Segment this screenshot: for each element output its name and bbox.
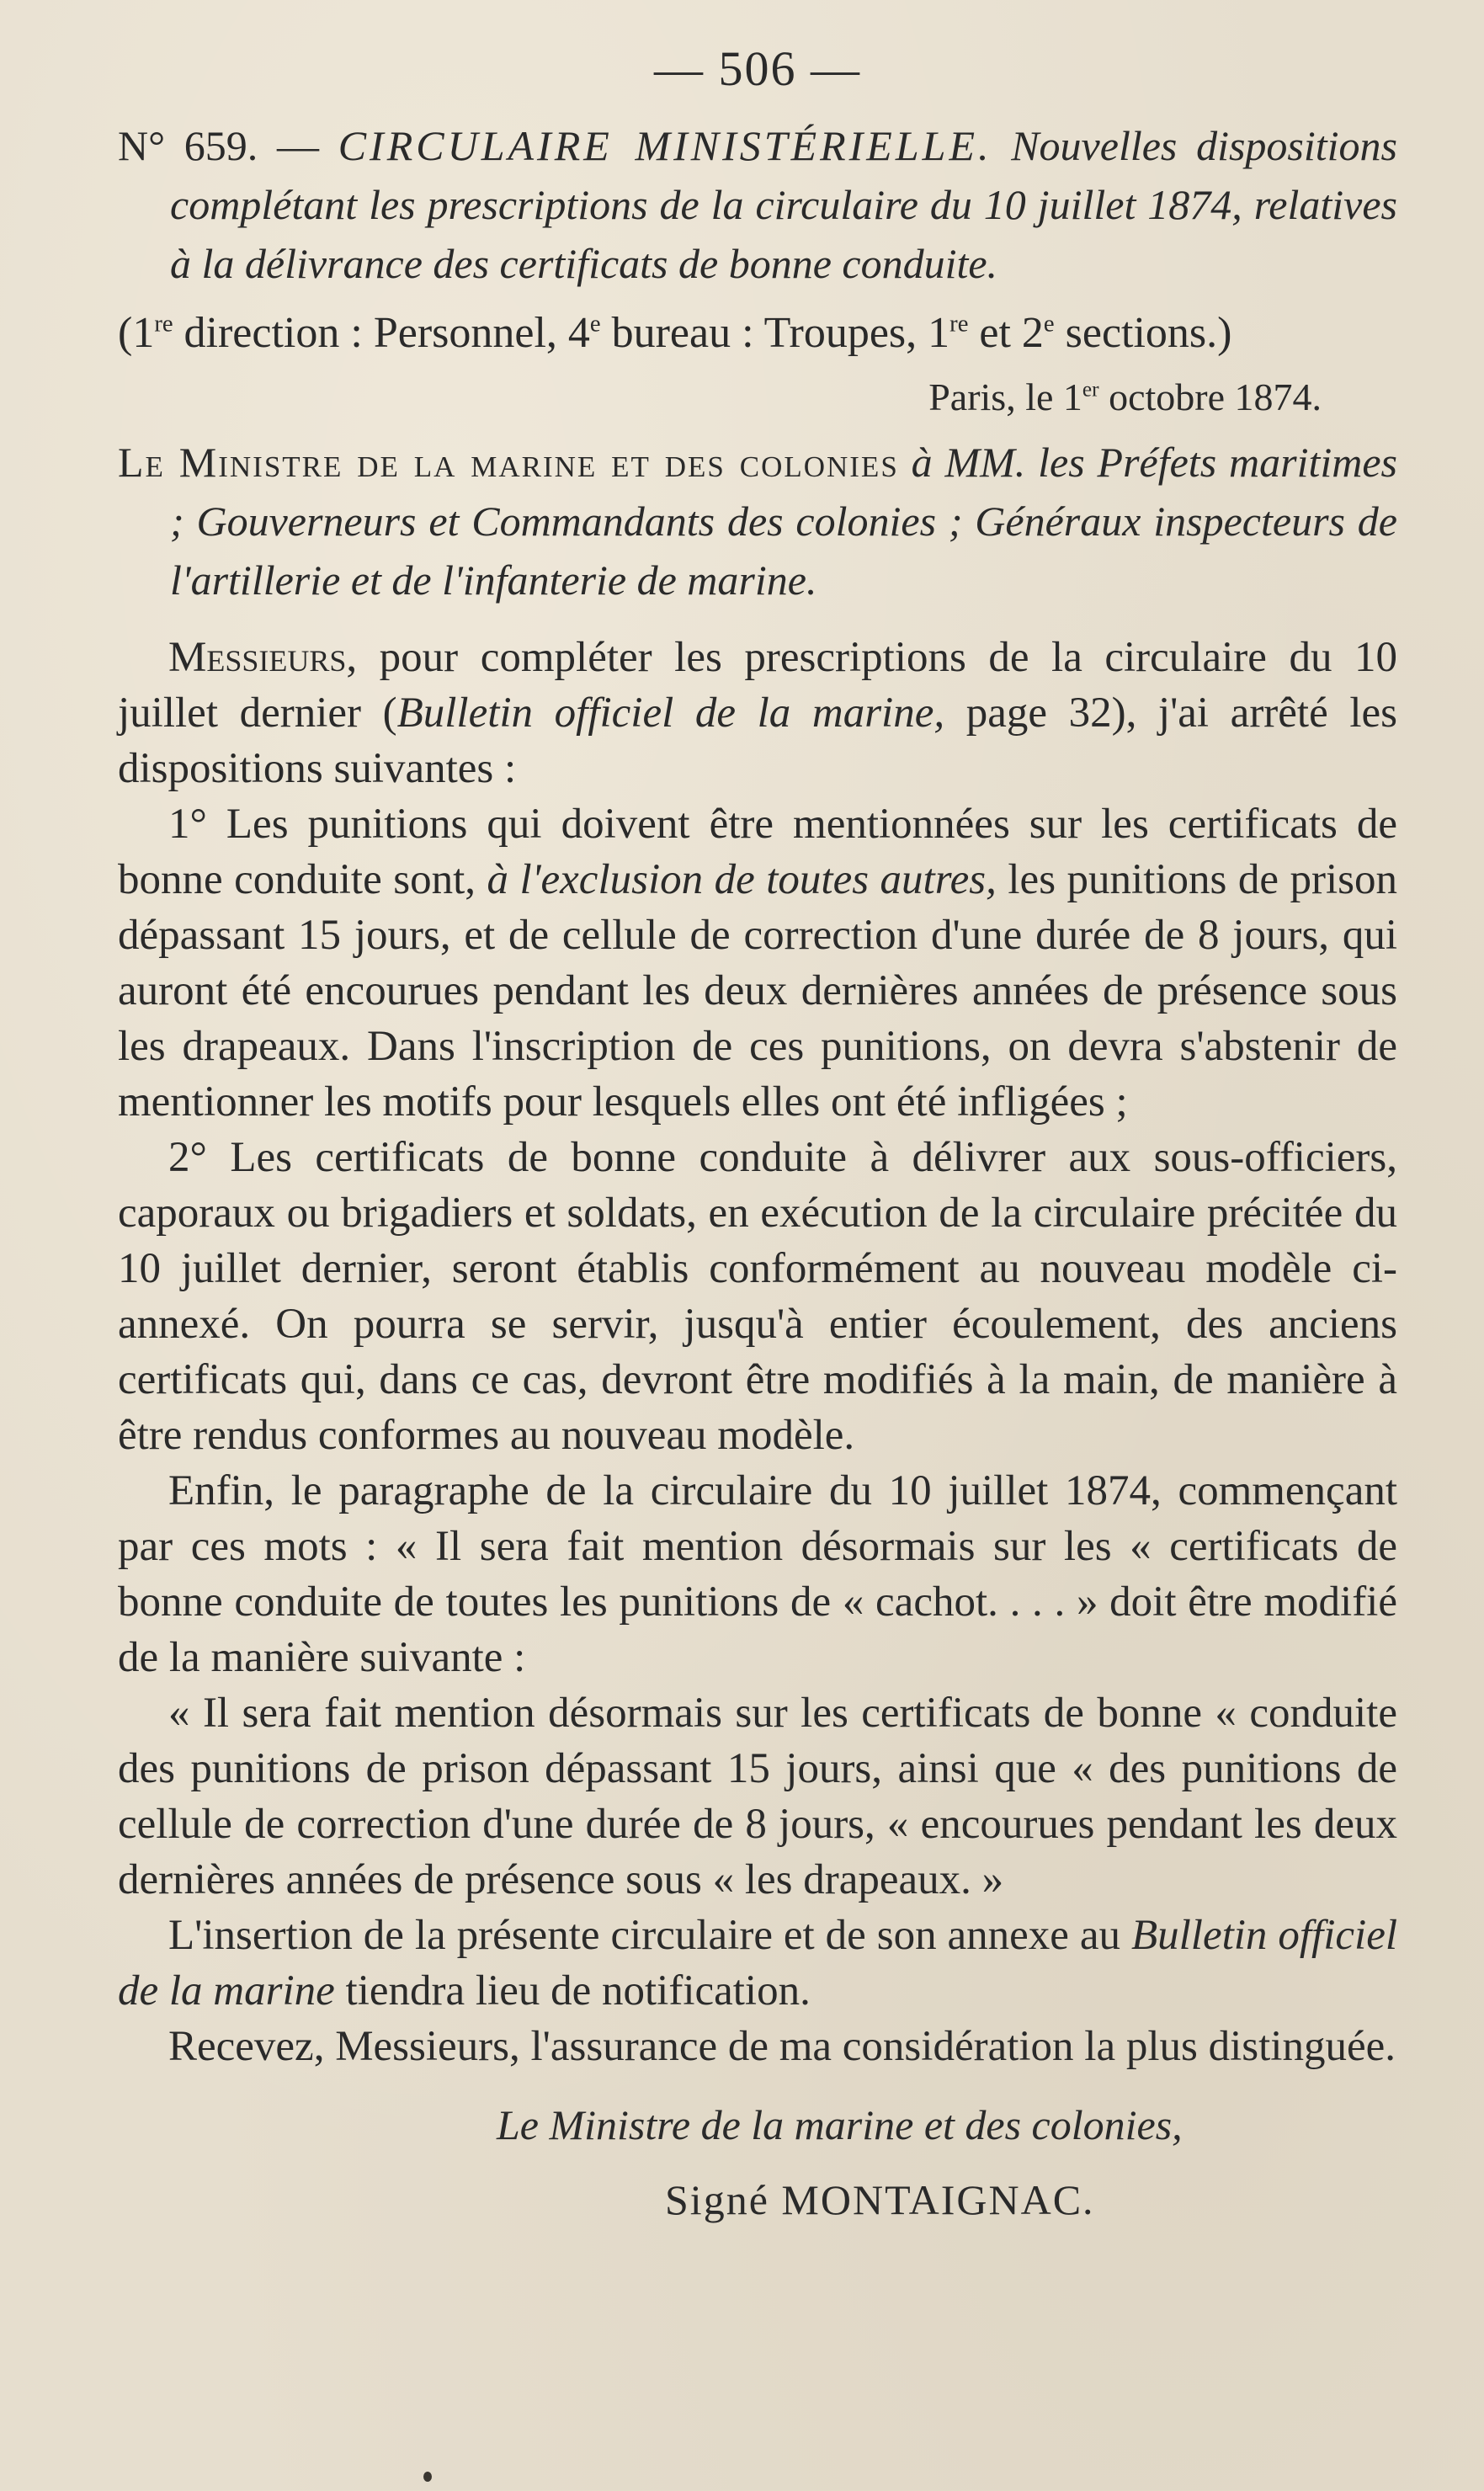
circular-subject: Nouvelles dispositions complétant les prescriptions de la circulaire du 10 juillet 1874, relatives à la délivrance des certificats de bonne conduite. [170, 122, 1398, 287]
direction-line [118, 303, 1397, 364]
circular-heading [118, 116, 1397, 293]
sender: Le Ministre de la marine et des colonies [118, 439, 899, 486]
direction-sup-2: e [589, 311, 601, 338]
date-prefix: Paris, le 1 [928, 375, 1082, 418]
direction-sup-3: re [949, 311, 969, 338]
paragraph-point-1-text-a: 1° Les punitions qui doivent être mentionnées sur les certificats de bonne conduite sont, [118, 801, 1397, 903]
paragraph-finally: Enfin, le paragraphe de la circulaire du 10 juillet 1874, commençant par ces mots : « Il sera fait mention désormais sur les « certificats de bonne conduite de toutes les punitions de « cachot. . . . » doit être modifié de la manière suivante : [118, 1467, 1397, 1681]
signature-name: Signé MONTAIGNAC. [665, 2176, 1095, 2223]
paragraph-closing: Recevez, Messieurs, l'assurance de ma considération la plus distinguée. [168, 2023, 1396, 2070]
paragraph-point-1 [118, 796, 1397, 1130]
salutation: Messieurs [168, 634, 347, 681]
direction-sup-4: e [1043, 311, 1055, 338]
recipients: à MM. les Préfets maritimes ; Gouverneurs et Commandants des colonies ; Généraux inspecteurs de l'artillerie et de l'infanterie de marine. [170, 439, 1398, 604]
bulletin-reference: Bulletin officiel de la marine, [396, 689, 945, 737]
direction-text-3: bureau : Troupes, 1 [600, 309, 950, 357]
addressee [118, 433, 1397, 609]
direction-text-4: et 2 [968, 309, 1044, 357]
direction-text-5: sections.) [1054, 309, 1232, 357]
paragraph-insertion-text-a: L'insertion de la présente circulaire et de son annexe au [168, 1912, 1131, 1959]
date-sup: er [1082, 377, 1099, 402]
date-line [118, 367, 1397, 428]
paragraph-intro-text-a: , pour compléter les prescriptions de la circulaire du 10 juillet dernier ( [118, 634, 1397, 737]
quoted-amendment: « Il sera fait mention désormais sur les certificats de bonne « conduite des punitions de prison dépassant 15 jours, ainsi que « des punitions de cellule de correction d'une durée de 8 jours, « encourues pendant les deux dernières années de présence sous « les drapeaux. » [118, 1690, 1397, 1903]
bulletin-title: Bulletin officiel de la marine [118, 1912, 1397, 2015]
paragraph-point-1-text-b: les punitions de prison dépassant 15 jours, et de cellule de correction d'une durée de 8 jours, qui auront été encourues pendant les deux dernières années de présence sous les drapeaux. Dans l'inscription de ces punitions, on devra s'abstenir de mentionner les motifs pour lesquels elles ont été infligées ; [118, 856, 1397, 1126]
paragraph-intro-text-b: page 32), j'ai arrêté les dispositions suivantes : [118, 689, 1397, 792]
paragraph-insertion [118, 1908, 1397, 2019]
ink-speck [423, 2472, 432, 2482]
circular-title: CIRCULAIRE MINISTÉRIELLE. [338, 122, 992, 169]
paragraph-intro [118, 630, 1397, 796]
circular-number: N° 659. — [118, 122, 338, 169]
exclusion-phrase: à l'exclusion de toutes autres, [487, 856, 997, 903]
paragraph-insertion-text-b: tiendra lieu de notification. [334, 1967, 811, 2015]
direction-sup-1: re [154, 311, 173, 338]
direction-text-2: direction : Personnel, 4 [173, 309, 590, 357]
direction-text-1: (1 [118, 309, 155, 357]
page-content [118, 34, 1397, 2236]
date-suffix: octobre 1874. [1098, 375, 1322, 418]
page-number: — 506 — [654, 41, 861, 96]
signature-title: Le Ministre de la marine et des colonies, [497, 2101, 1183, 2148]
paragraph-point-2: 2° Les certificats de bonne conduite à délivrer aux sous-officiers, caporaux ou brigadiers et soldats, en exécution de la circulaire précitée du 10 juillet dernier, seront établis conformément au nouveau modèle ci-annexé. On pourra se servir, jusqu'à entier écoulement, des anciens certificats qui, dans ce cas, devront être modifiés à la main, de manière à être rendus conformes au nouveau modèle. [118, 1134, 1397, 1459]
